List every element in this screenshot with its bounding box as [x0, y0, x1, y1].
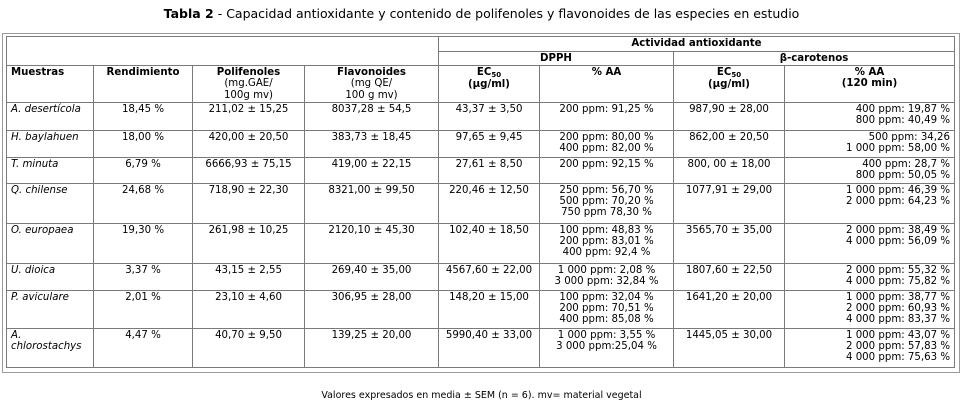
cell-aa-dpph — [540, 290, 674, 328]
cell-ec50-beta: 3565,70 ± 35,00 — [674, 223, 785, 263]
cell-aa-beta — [785, 102, 955, 130]
header-aa-beta-line: (120 min) — [841, 78, 898, 90]
aa-line: 800 ppm: 50,05 % — [855, 170, 950, 182]
header-rendimiento: Rendimiento — [94, 66, 193, 103]
aa-line: 2 000 ppm: 60,93 % — [845, 303, 950, 315]
cell-ec50-beta: 1807,60 ± 22,50 — [674, 263, 785, 290]
cell-aa-dpph — [540, 328, 674, 367]
table-footnote: Valores expresados en media ± SEM (n = 6). mv= material vegetal — [321, 390, 642, 401]
caption-label: Tabla 2 — [163, 6, 214, 21]
header-flavonoides — [305, 66, 439, 103]
cell-flavonoides: 8321,00 ± 99,50 — [305, 183, 439, 223]
header-aa-beta-line: % AA — [854, 67, 885, 79]
aa-line: 4 000 ppm: 75,82 % — [845, 276, 950, 288]
cell-species: H. baylahuen — [7, 130, 94, 157]
cell-flavonoides: 269,40 ± 35,00 — [305, 263, 439, 290]
aa-line: 100 ppm: 32,04 % — [559, 291, 654, 303]
cell-aa-dpph — [540, 183, 674, 223]
cell-aa-dpph — [540, 102, 674, 130]
cell-flavonoides: 306,95 ± 28,00 — [305, 290, 439, 328]
cell-rendimiento: 18,00 % — [94, 130, 193, 157]
aa-line: 1 000 ppm: 46,39 % — [845, 184, 950, 196]
aa-line: 400 ppm: 82,00 % — [559, 143, 654, 155]
aa-line: 2 000 ppm: 57,83 % — [845, 341, 950, 353]
cell-aa-beta — [785, 328, 955, 367]
cell-flavonoides: 139,25 ± 20,00 — [305, 328, 439, 367]
aa-line: 200 ppm: 83,01 % — [559, 236, 654, 248]
table-row — [7, 102, 955, 130]
cell-ec50-dpph: 148,20 ± 15,00 — [439, 290, 540, 328]
table-row — [7, 290, 955, 328]
cell-species: A. desertícola — [7, 102, 94, 130]
cell-aa-dpph — [540, 223, 674, 263]
cell-ec50-beta: 1077,91 ± 29,00 — [674, 183, 785, 223]
cell-flavonoides: 383,73 ± 18,45 — [305, 130, 439, 157]
table-row — [7, 157, 955, 183]
cell-polifenoles: 211,02 ± 15,25 — [193, 102, 305, 130]
cell-polifenoles: 23,10 ± 4,60 — [193, 290, 305, 328]
header-flavonoides-line: (mg QE/ — [350, 78, 393, 90]
aa-line: 200 ppm: 91,25 % — [559, 103, 654, 115]
aa-line: 500 ppm: 70,20 % — [559, 196, 654, 208]
aa-line: 400 ppm: 92,4 % — [562, 247, 651, 259]
table-row — [7, 130, 955, 157]
cell-species: U. dioica — [7, 263, 94, 290]
header-blank — [7, 37, 439, 52]
cell-rendimiento: 19,30 % — [94, 223, 193, 263]
ec50-subscript: 50 — [731, 71, 742, 80]
cell-rendimiento: 3,37 % — [94, 263, 193, 290]
aa-line: 1 000 ppm: 3,55 % — [557, 329, 656, 341]
header-muestras: Muestras — [7, 66, 94, 103]
caption-text: - Capacidad antioxidante y contenido de polifenoles y flavonoides de las especies en estudio — [213, 6, 800, 21]
cell-species: P. aviculare — [7, 290, 94, 328]
cell-ec50-beta: 1641,20 ± 20,00 — [674, 290, 785, 328]
aa-line: 800 ppm: 40,49 % — [855, 115, 950, 127]
cell-ec50-dpph: 97,65 ± 9,45 — [439, 130, 540, 157]
header-aa-dpph: % AA — [540, 66, 674, 103]
ec50-prefix: EC — [476, 67, 492, 79]
cell-rendimiento: 2,01 % — [94, 290, 193, 328]
aa-line: 1 000 ppm: 2,08 % — [557, 264, 656, 276]
cell-ec50-dpph: 102,40 ± 18,50 — [439, 223, 540, 263]
header-beta-carotenos: β-carotenos — [674, 52, 955, 66]
header-actividad: Actividad antioxidante — [439, 37, 955, 52]
cell-aa-beta — [785, 290, 955, 328]
aa-line: 1 000 ppm: 43,07 % — [845, 329, 950, 341]
table-row — [7, 263, 955, 290]
cell-polifenoles: 6666,93 ± 75,15 — [193, 157, 305, 183]
aa-line: 100 ppm: 48,83 % — [559, 224, 654, 236]
aa-line: 400 ppm: 28,7 % — [862, 158, 950, 170]
aa-line: 3 000 ppm: 32,84 % — [554, 276, 659, 288]
cell-rendimiento: 4,47 % — [94, 328, 193, 367]
cell-ec50-dpph: 4567,60 ± 22,00 — [439, 263, 540, 290]
aa-line: 2 000 ppm: 55,32 % — [845, 264, 950, 276]
cell-ec50-dpph: 43,37 ± 3,50 — [439, 102, 540, 130]
cell-aa-beta — [785, 157, 955, 183]
cell-flavonoides: 8037,28 ± 54,5 — [305, 102, 439, 130]
aa-line: 200 ppm: 92,15 % — [559, 158, 654, 170]
cell-polifenoles: 261,98 ± 10,25 — [193, 223, 305, 263]
aa-line: 750 ppm 78,30 % — [561, 207, 652, 219]
cell-aa-dpph — [540, 157, 674, 183]
cell-aa-dpph — [540, 263, 674, 290]
cell-rendimiento: 24,68 % — [94, 183, 193, 223]
header-blank-2 — [7, 52, 439, 66]
cell-ec50-beta: 987,90 ± 28,00 — [674, 102, 785, 130]
header-ec50-beta-label — [678, 67, 780, 79]
header-ec50-dpph-unit: (µg/ml) — [468, 79, 510, 91]
header-polifenoles-line: 100g mv) — [223, 89, 274, 101]
aa-line: 250 ppm: 56,70 % — [559, 184, 654, 196]
cell-aa-beta — [785, 263, 955, 290]
cell-aa-beta — [785, 223, 955, 263]
aa-line: 500 ppm: 34,26 — [868, 131, 950, 143]
cell-ec50-beta: 862,00 ± 20,50 — [674, 130, 785, 157]
table-row — [7, 223, 955, 263]
cell-species: A. chlorostachys — [7, 328, 94, 367]
cell-flavonoides: 2120,10 ± 45,30 — [305, 223, 439, 263]
header-ec50-beta — [674, 66, 785, 103]
cell-aa-dpph — [540, 130, 674, 157]
cell-species: Q. chilense — [7, 183, 94, 223]
cell-polifenoles: 718,90 ± 22,30 — [193, 183, 305, 223]
table-row — [7, 328, 955, 367]
cell-ec50-dpph: 5990,40 ± 33,00 — [439, 328, 540, 367]
aa-line: 1 000 ppm: 58,00 % — [845, 143, 950, 155]
aa-line: 2 000 ppm: 64,23 % — [845, 196, 950, 208]
ec50-subscript: 50 — [491, 71, 502, 80]
cell-ec50-dpph: 220,46 ± 12,50 — [439, 183, 540, 223]
header-polifenoles — [193, 66, 305, 103]
header-ec50-beta-unit: (µg/ml) — [708, 79, 750, 91]
aa-line: 200 ppm: 70,51 % — [559, 303, 654, 315]
cell-species: T. minuta — [7, 157, 94, 183]
cell-rendimiento: 6,79 % — [94, 157, 193, 183]
aa-line: 4 000 ppm: 56,09 % — [845, 236, 950, 248]
cell-ec50-dpph: 27,61 ± 8,50 — [439, 157, 540, 183]
cell-flavonoides: 419,00 ± 22,15 — [305, 157, 439, 183]
aa-line: 4 000 ppm: 75,63 % — [845, 352, 950, 364]
header-aa-beta — [785, 66, 955, 103]
aa-line: 1 000 ppm: 38,77 % — [845, 291, 950, 303]
header-flavonoides-line: 100 g mv) — [345, 89, 398, 101]
header-polifenoles-line: Polifenoles — [216, 67, 281, 79]
aa-line: 2 000 ppm: 38,49 % — [845, 224, 950, 236]
aa-line: 3 000 ppm:25,04 % — [556, 341, 657, 353]
header-ec50-dpph — [439, 66, 540, 103]
aa-line: 400 ppm: 85,08 % — [559, 314, 654, 326]
cell-polifenoles: 43,15 ± 2,55 — [193, 263, 305, 290]
header-dpph: DPPH — [439, 52, 674, 66]
aa-line: 400 ppm: 19,87 % — [855, 103, 950, 115]
cell-aa-beta — [785, 183, 955, 223]
header-polifenoles-line: (mg.GAE/ — [224, 78, 273, 90]
cell-aa-beta — [785, 130, 955, 157]
cell-ec50-beta: 1445,05 ± 30,00 — [674, 328, 785, 367]
table-caption — [0, 6, 963, 21]
cell-ec50-beta: 800, 00 ± 18,00 — [674, 157, 785, 183]
cell-polifenoles: 420,00 ± 20,50 — [193, 130, 305, 157]
cell-rendimiento: 18,45 % — [94, 102, 193, 130]
header-ec50-dpph-label — [443, 67, 535, 79]
cell-polifenoles: 40,70 ± 9,50 — [193, 328, 305, 367]
cell-species: O. europaea — [7, 223, 94, 263]
ec50-prefix: EC — [716, 67, 732, 79]
header-flavonoides-line: Flavonoides — [337, 67, 406, 79]
table-row — [7, 183, 955, 223]
aa-line: 4 000 ppm: 83,37 % — [845, 314, 950, 326]
aa-line: 200 ppm: 80,00 % — [559, 131, 654, 143]
results-table — [6, 36, 955, 368]
